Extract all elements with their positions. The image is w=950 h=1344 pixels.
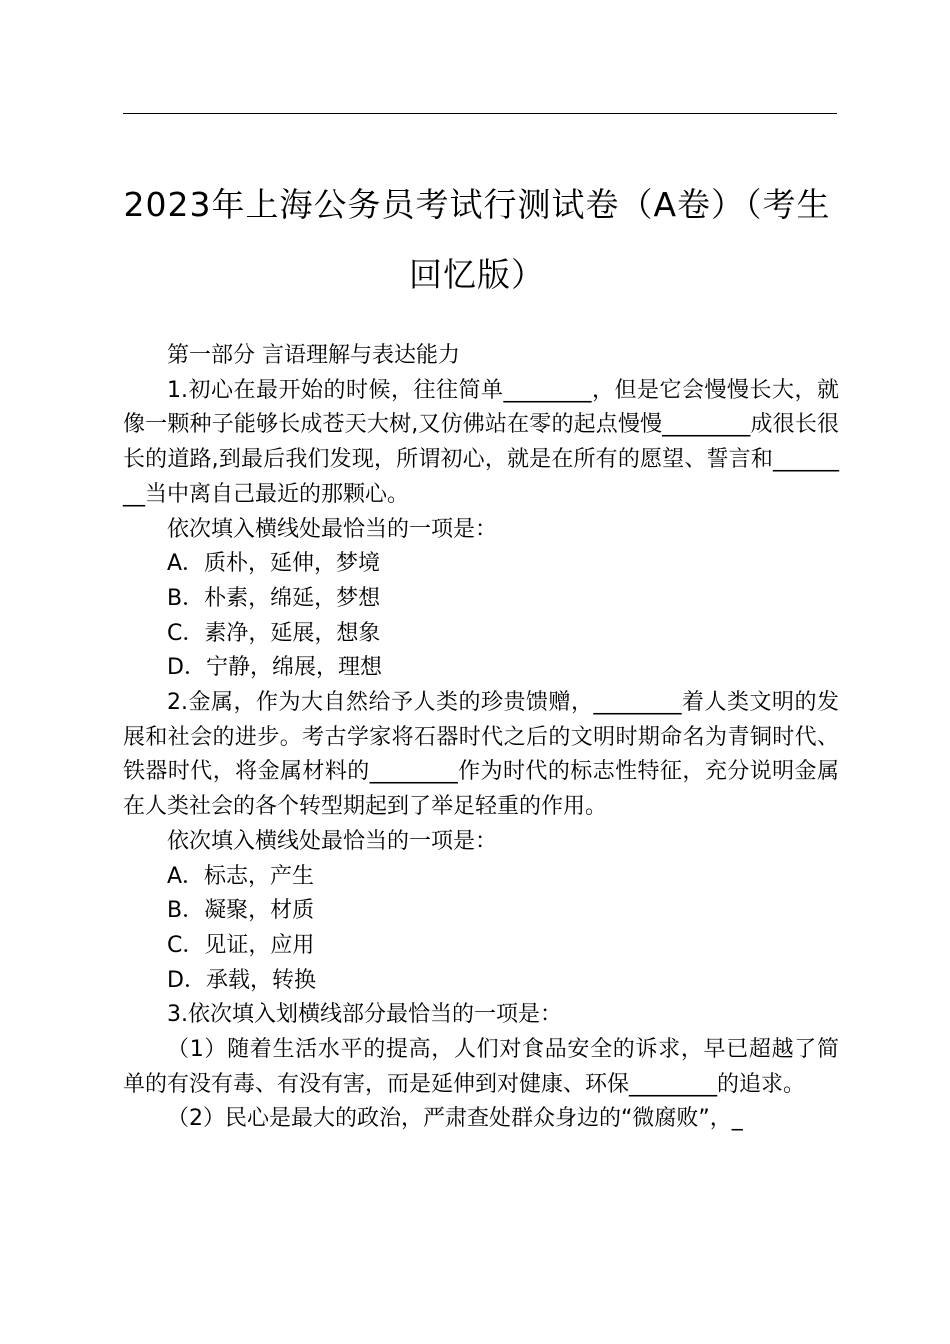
section-heading: 第一部分 言语理解与表达能力 <box>167 343 460 368</box>
document-body <box>123 339 839 1137</box>
question-3-stem: 3.依次填入划横线部分最恰当的一项是： <box>167 1002 562 1028</box>
question-1-option-b: B．朴素，绵延，梦想 <box>167 585 381 611</box>
question-3-item-1: （1）随着生活水平的提高，人们对食品安全的诉求，早已超越了简单的有没有毒、有没有害，而是延伸到对健康、环保________的追求。 <box>123 1037 839 1097</box>
question-3-item-2: （2）民心是最大的政治，严肃查处群众身边的“微腐败”，_ <box>167 1106 743 1132</box>
question-2-option-a: A．标志，产生 <box>167 863 315 889</box>
document-title: 2023年上海公务员考试行测试卷（A卷）（考生回忆版） <box>123 185 831 294</box>
question-1-option-d: D．宁静，绵展，理想 <box>167 655 382 681</box>
header-rule <box>123 113 837 114</box>
question-1-prompt: 依次填入横线处最恰当的一项是： <box>167 516 498 542</box>
question-1-option-c: C．素净，延展，想象 <box>167 620 381 646</box>
question-2-option-d: D．承载，转换 <box>167 967 316 993</box>
question-2-option-b: B．凝聚，材质 <box>167 898 315 924</box>
question-2-option-c: C．见证，应用 <box>167 932 315 958</box>
question-1-option-a: A．质朴，延伸，梦境 <box>167 551 381 577</box>
question-2-prompt: 依次填入横线处最恰当的一项是： <box>167 828 498 854</box>
question-1-stem: 1.初心在最开始的时候，往往简单________，但是它会慢慢长大，就像一颗种子能够长成苍天大树,又仿佛站在零的起点慢慢________成很长很长的道路,到最后我们发现，所谓初心，就是在所有的愿望、誓言和________当中离自己最近的那颗心。 <box>123 377 839 507</box>
question-2-stem: 2.金属，作为大自然给予人类的珍贵馈赠，________着人类文明的发展和社会的进步。考古学家将石器时代之后的文明时期命名为青铜时代、铁器时代，将金属材料的________作为时代的标志性特征，充分说明金属在人类社会的各个转型期起到了举足轻重的作用。 <box>123 690 839 820</box>
